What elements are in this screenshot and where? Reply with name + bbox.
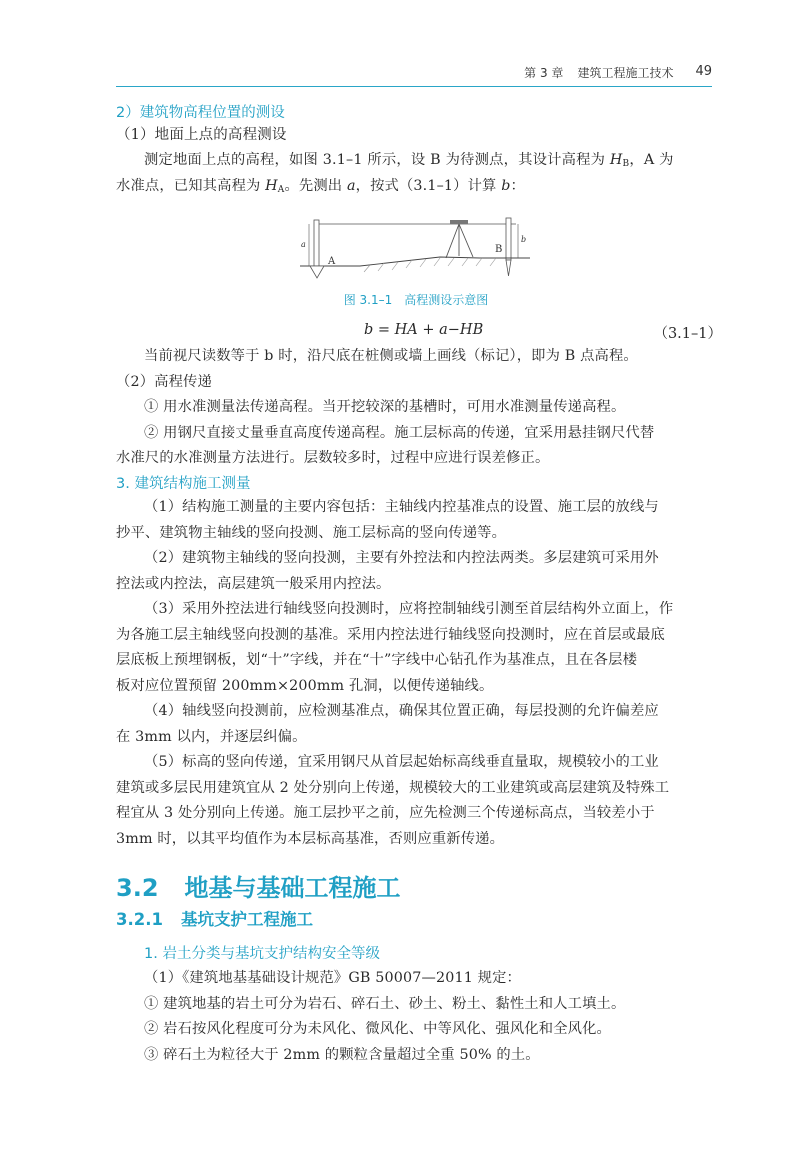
p2-line1: （2）建筑物主轴线的竖向投测，主要有外控法和内控法两类。多层建筑可采用外 xyxy=(144,550,659,566)
elevation-setting-diagram xyxy=(300,214,530,284)
level-staff-b xyxy=(506,218,511,260)
tripod-leg xyxy=(446,224,459,258)
p5-line4: 3mm 时，以其平均值作为本层标高基准，否则应重新传递。 xyxy=(116,830,505,847)
p1-line1: （1）结构施工测量的主要内容包括：主轴线内控基准点的设置、施工层的放线与 xyxy=(144,499,659,515)
formula-expression: b = HA + a−HB xyxy=(364,322,484,338)
tripod-leg xyxy=(459,224,473,257)
heading-soil-classification: 1. 岩土分类与基坑支护结构安全等级 xyxy=(144,946,380,962)
gravel-soil-line: ③ 碎石土为粒径大于 2mm 的颗粒含量超过全重 50% 的土。 xyxy=(144,1046,540,1063)
paragraph-steel-tape-line1: ② 用钢尺直接丈量垂直高度传递高程。施工层标高的传递，宜采用悬挂钢尺代替 xyxy=(144,424,655,441)
item-elevation-transfer: （2）高程传递 xyxy=(116,373,212,390)
soil-type-line: ① 建筑地基的岩土可分为岩石、碎石土、砂土、粉土、黏性土和人工填土。 xyxy=(144,995,626,1012)
page-number: 49 xyxy=(695,64,712,79)
benchmark-a xyxy=(310,266,324,278)
p4-line1: （4）轴线竖向投测前，应检测基准点，确保其位置正确，每层投测的允许偏差应 xyxy=(144,703,659,719)
level-staff-a xyxy=(314,220,319,266)
formula-number: （3.1–1） xyxy=(653,326,722,342)
ground-hatching xyxy=(364,258,496,272)
point-b-label: B xyxy=(495,244,503,255)
chapter-title: 建筑工程施工技术 xyxy=(577,66,674,80)
paragraph-level-transfer: ① 用水准测量法传递高程。当开挖较深的基槽时，可用水准测量传递高程。 xyxy=(144,399,626,415)
p3-line2: 为各施工层主轴线竖向投测的基准。采用内控法进行轴线竖向投测时，应在首层或最底 xyxy=(116,626,665,643)
p1-line2: 抄平、建筑物主轴线的竖向投测、施工层标高的竖向传递等。 xyxy=(116,524,507,541)
p3-line3: 层底板上预埋钢板，划“十”字线，并在“十”字线中心钻孔作为基准点，且在各层楼 xyxy=(116,652,638,668)
stake-b xyxy=(506,260,511,276)
paragraph-ground-elevation-line2: 水准点，已知其高程为 $H_A$。先测出 a，按式（3.1–1）计算 b： xyxy=(116,177,525,195)
rock-weathering-line: ② 岩石按风化程度可分为未风化、微风化、中等风化、强风化和全风化。 xyxy=(144,1021,611,1037)
running-header xyxy=(116,64,712,87)
paragraph-ground-elevation: 测定地面上点的高程，如图 3.1–1 所示，设 B 为待测点，其设计高程为 $H_B$，A 为 xyxy=(144,152,674,169)
heading-elevation-setting: 2）建筑物高程位置的测设 xyxy=(116,105,285,121)
formula-3-1-1 xyxy=(116,318,722,344)
p3-line4: 板对应位置预留 200mm×200mm 孔洞，以便传递轴线。 xyxy=(116,677,494,694)
heading-structure-survey: 3. 建筑结构施工测量 xyxy=(116,476,251,492)
reading-b-label: b xyxy=(521,235,527,244)
item-ground-point-elevation: （1）地面上点的高程测设 xyxy=(116,127,287,143)
p3-line1: （3）采用外控法进行轴线竖向投测时，应将控制轴线引测至首层结构外立面上，作 xyxy=(144,601,674,617)
p5-line1: （5）标高的竖向传递，宜采用钢尺从首层起始标高线垂直量取，规模较小的工业 xyxy=(144,754,659,770)
subsection-3-2-1-title: 3.2.1 基坑支护工程施工 xyxy=(116,910,313,929)
reading-a-label: a xyxy=(301,240,306,249)
paragraph-front-reading: 当前视尺读数等于 b 时，沿尺底在桩侧或墙上画线（标记），即为 B 点高程。 xyxy=(144,348,638,364)
chapter-label: 第 3 章 xyxy=(524,66,564,80)
level-instrument xyxy=(450,220,468,224)
section-3-2-title: 3.2 地基与基础工程施工 xyxy=(116,874,401,902)
p2-line2: 控法或内控法，高层建筑一般采用内控法。 xyxy=(116,575,391,592)
code-reference-line: （1）《建筑地基基础设计规范》GB 50007—2011 规定： xyxy=(144,970,521,986)
p5-line2: 建筑或多层民用建筑宜从 2 处分别向上传递，规模较大的工业建筑或高层建筑及特殊工 xyxy=(116,779,670,796)
p4-line2: 在 3mm 以内，并逐层纠偏。 xyxy=(116,728,307,745)
paragraph-steel-tape-line2: 水准尺的水准测量方法进行。层数较多时，过程中应进行误差修正。 xyxy=(116,450,550,466)
p5-line3: 程宜从 3 处分别向上传递。施工层抄平之前，应先检测三个传递标高点，当较差小于 xyxy=(116,805,655,821)
point-a-label: A xyxy=(328,256,336,267)
figure-caption: 图 3.1–1 高程测设示意图 xyxy=(343,293,489,307)
